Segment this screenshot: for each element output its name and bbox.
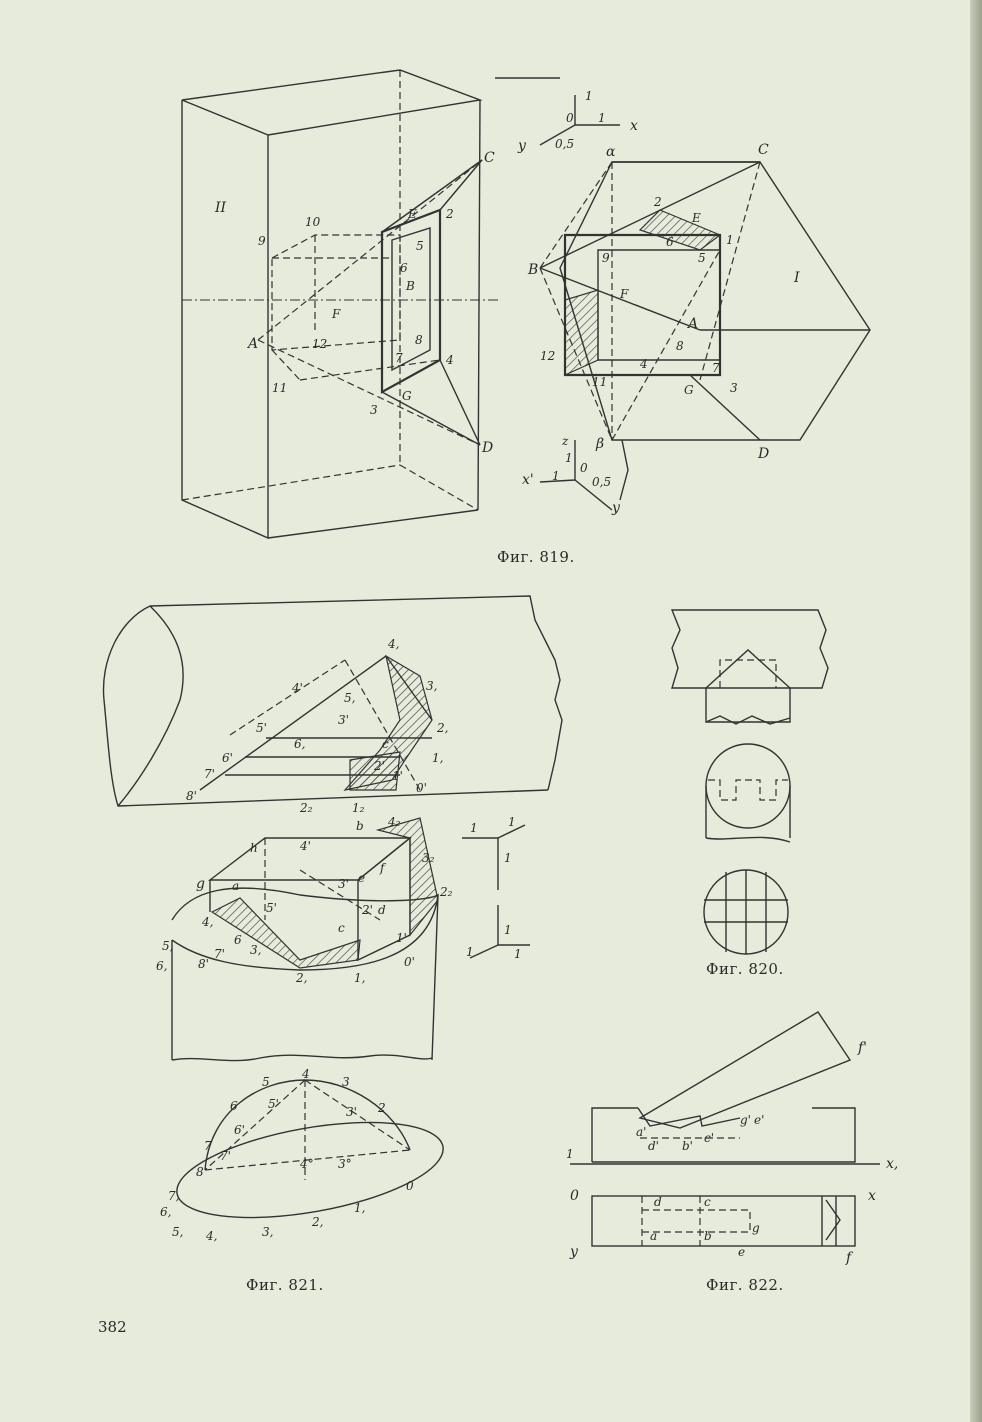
label-point: 2 [446,207,454,221]
label-point: 2, [437,721,449,735]
label-point: d' [648,1139,659,1153]
label-point: β [596,436,605,452]
label-point: 3° [338,1157,352,1171]
fig821-drawing [103,596,562,1235]
label-point: 2₂ [300,801,313,815]
label-roman-left: II [215,200,227,216]
caption-fig820: Фиг. 820. [706,960,784,978]
label-point: 5, [162,939,174,953]
label-point: E [408,207,417,221]
label-point: C [758,142,769,158]
label-point: 2 [378,1101,386,1115]
label-point: 2 [654,195,662,209]
label-point: 3, [426,679,438,693]
label-point: e [358,871,366,885]
label-point: 0' [404,955,415,969]
label-point: 5, [344,691,356,705]
label-point: e' [754,1113,765,1127]
label-point: 7, [168,1189,180,1203]
label-axis: 1 [470,821,478,835]
label-point: 1 [726,233,734,247]
label-point: A [688,316,699,332]
label-axis: 1 [508,815,516,829]
label-point: d [378,903,386,917]
label-point: 1 [566,1147,574,1161]
label-point: α [606,144,616,160]
label-point: 6 [400,261,408,275]
label-point: 6 [234,933,242,947]
label-point: 4 [302,1067,310,1081]
label-point: 1, [432,751,444,765]
label-point: 8' [198,957,209,971]
label-point: 6, [156,959,168,973]
label-point: a [650,1229,658,1243]
label-point: 8 [676,339,684,353]
label-point: 9 [602,251,610,265]
caption-fig822: Фиг. 822. [706,1276,784,1294]
label-point: a' [636,1125,647,1139]
fig822-drawing [570,1012,880,1246]
label-point: 1, [354,971,366,985]
fig819-right-drawing [540,95,870,510]
label-point: 4' [300,839,311,853]
label-point: c [382,737,389,751]
label-point: 5' [256,721,267,735]
caption-fig819: Фиг. 819. [497,548,575,566]
label-point: 3 [730,381,738,395]
fig819-left-drawing [182,70,560,538]
label-point: 5 [416,239,424,253]
label-point: B [528,262,539,278]
label-point: F [620,287,629,301]
label-point: B [406,279,415,293]
label-point: h [250,841,258,855]
label-point: g [752,1221,760,1235]
label-point: 0 [570,1188,579,1204]
label-point: 5 [698,251,706,265]
label-point: 0 [406,1179,414,1193]
label-point: f [846,1250,852,1266]
label-point: 2' [374,759,385,773]
label-point: g [196,876,205,892]
label-point: 0' [416,781,427,795]
label-point: 2₂ [440,885,453,899]
label-point: 6 [230,1099,238,1113]
label-point: 3 [342,1075,350,1089]
label-axis: 1 [552,469,560,483]
label-point: 7' [204,767,215,781]
label-point: 1' [392,769,403,783]
label-point: 2, [312,1215,324,1229]
label-point: a [232,879,240,893]
label-point: D [482,440,494,456]
label-point: f' [858,1040,868,1056]
label-point: 8 [415,333,423,347]
label-point: A [248,336,259,352]
label-point: 6 [666,235,674,249]
label-point: 11 [272,381,288,395]
label-point: 4₂ [388,815,401,829]
label-point: 1₂ [352,801,365,815]
label-point: D [758,446,770,462]
label-point: 3₂ [422,851,435,865]
label-point: G [402,389,412,403]
label-axis: y [612,500,620,516]
label-point: d [654,1195,662,1209]
label-axis: 0,5 [592,475,612,489]
label-point: 7' [214,947,225,961]
label-point: 4° [300,1157,314,1171]
label-point: 6, [160,1205,172,1219]
label-point: 5 [262,1075,270,1089]
label-point: C [484,150,495,166]
label-point: 5, [172,1225,184,1239]
label-point: 3' [346,1105,357,1119]
label-point: c [338,921,345,935]
label-point: 3' [338,877,349,891]
label-axis: z [562,434,569,448]
label-point: 8 [196,1165,204,1179]
label-roman-right: I [794,270,800,286]
caption-fig821: Фиг. 821. [246,1276,324,1294]
label-axis: y [518,138,526,154]
label-point: 10 [305,215,321,229]
label-axis: 0,5 [555,137,575,151]
label-point: f [380,861,385,875]
label-point: x [868,1188,876,1204]
label-point: F [332,307,341,321]
label-point: g' [740,1113,751,1127]
label-axis: 1 [504,851,512,865]
label-axis: x' [522,472,534,488]
label-axis: 1 [514,947,522,961]
label-point: 11 [592,375,608,389]
label-point: c [704,1195,711,1209]
label-point: x, [886,1156,899,1172]
label-point: 5' [266,901,277,915]
label-point: b [356,819,364,833]
label-point: 4, [388,637,400,651]
label-point: b' [682,1139,693,1153]
label-point: 4, [206,1229,218,1243]
label-axis: 1 [504,923,512,937]
label-point: 1, [354,1201,366,1215]
label-point: 4' [292,681,303,695]
label-point: 7 [204,1139,212,1153]
label-point: 6' [222,751,233,765]
label-point: e [738,1245,746,1259]
label-point: 8' [186,789,197,803]
fig820-drawing [672,610,828,954]
fig819-labels [214,89,800,516]
label-point: 3, [250,943,262,957]
label-point: 7' [220,1149,231,1163]
label-point: 3' [338,713,349,727]
page-number: 382 [98,1318,127,1336]
label-axis: 1 [565,451,573,465]
label-axis: 1 [466,945,474,959]
label-point: 4, [202,915,214,929]
fig821-labels [156,637,522,1243]
label-point: 12 [312,337,328,351]
label-axis: 0 [580,461,588,475]
label-axis: 0 [566,111,574,125]
label-point: 2, [296,971,308,985]
label-point: 4 [640,357,648,371]
label-point: y [570,1244,578,1260]
label-point: 9 [258,234,266,248]
label-point: 3, [262,1225,274,1239]
label-point: 12 [540,349,556,363]
label-point: E [692,211,701,225]
label-point: 3 [370,403,378,417]
label-point: G [684,383,694,397]
label-point: 6, [294,737,306,751]
label-axis: x [630,118,638,134]
label-point: c' [704,1131,715,1145]
label-point: 4 [446,353,454,367]
label-point: b [704,1229,712,1243]
label-axis: 1 [585,89,593,103]
label-point: 2' [362,903,373,917]
label-point: 5' [268,1097,279,1111]
label-axis: 1 [598,111,606,125]
label-point: 7 [395,351,403,365]
label-point: 7 [712,361,720,375]
label-point: 6' [234,1123,245,1137]
label-point: 1' [396,931,407,945]
